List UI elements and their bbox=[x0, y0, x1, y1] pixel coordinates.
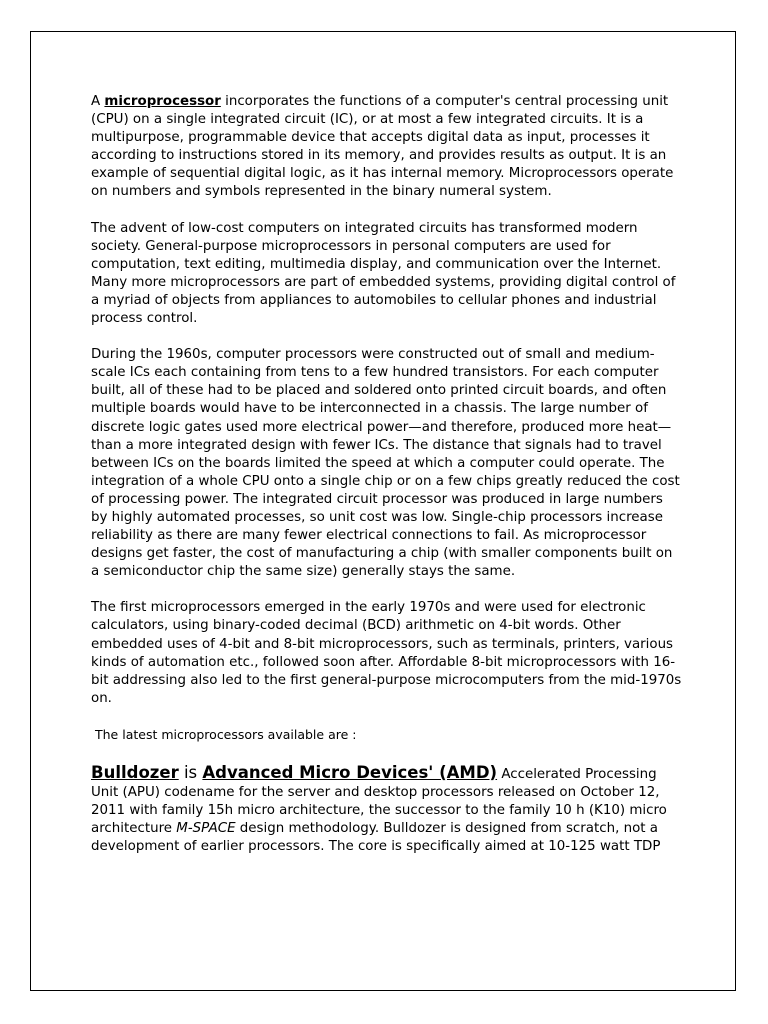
bulldozer-is: is bbox=[178, 762, 203, 782]
paragraph1-lead: A bbox=[91, 94, 105, 109]
paragraph-microprocessor-definition bbox=[91, 93, 683, 202]
bulldozer-link[interactable]: Bulldozer bbox=[91, 762, 179, 782]
paragraph-first-microprocessors: The first microprocessors emerged in the early 1970s and were used for electronic calculators, using binary-coded decimal (BCD) arithmetic on 4-bit words. Other embedded uses of 4-bit and 8-bit microprocessors, such as terminals, printers, various kinds of automation etc., followed soon after. Affordable 8-bit microprocessors with 16-bit addressing also led to the first general-purpose microcomputers from the mid-1970s on. bbox=[91, 600, 682, 706]
m-space-term: M-SPACE bbox=[176, 821, 236, 837]
paragraph-low-cost-computers: The advent of low-cost computers on integrated circuits has transformed modern society. General-purpose microprocessors in personal computers are used for computation, text editing, multimedia display, and communication over the Internet. Many more microprocessors are part of embedded systems, providing digital control of a myriad of objects from appliances to automobiles to cellular phones and industrial process control. bbox=[91, 220, 676, 327]
document-page bbox=[30, 31, 736, 991]
amd-link[interactable]: Advanced Micro Devices' (AMD) bbox=[202, 762, 498, 782]
microprocessor-link[interactable]: microprocessor bbox=[104, 94, 221, 109]
bulldozer-text-before-italic: Accelerated Processing Unit (APU) codename for the server and desktop processors released on October 12, 2011 with family 15h micro architecture, the successor to the family 10 h (K10) micro architecture bbox=[91, 766, 667, 837]
bulldozer-text-after-italic: design methodology. Bulldozer is designed from scratch, not a development of earlier processors. The core is specifically aimed at 10-125 watt TDP bbox=[91, 821, 661, 855]
paragraph-bulldozer bbox=[91, 764, 683, 856]
paragraph-1960s-processors: During the 1960s, computer processors were constructed out of small and medium-scale ICs each containing from tens to a few hundred transistors. For each computer built, all of these had to be placed and soldered onto printed circuit boards, and often multiple boards would have to be interconnected in a chassis. The large number of discrete logic gates used more electrical power—and therefore, produced more heat—than a more integrated design with fewer ICs. The distance that signals had to travel between ICs on the boards limited the speed at which a computer could operate. The integration of a whole CPU onto a single chip or on a few chips greatly reduced the cost of processing power. The integrated circuit processor was produced in large numbers by highly automated processes, so unit cost was low. Single-chip processors increase reliability as there are many fewer electrical connections to fail. As microprocessor designs get faster, the cost of manufacturing a chip (with smaller components built on a semiconductor chip the same size) generally stays the same. bbox=[91, 347, 680, 580]
document-body bbox=[91, 93, 683, 856]
paragraph1-rest: incorporates the functions of a computer's central processing unit (CPU) on a single integrated circuit (IC), or at most a few integrated circuits. It is a multipurpose, programmable device that accepts digital data as input, processes it according to instructions stored in its memory, and provides results as output. It is an example of sequential digital logic, as it has internal memory. Microprocessors operate on numbers and symbols represented in the binary numeral system. bbox=[91, 94, 674, 200]
latest-microprocessors-intro: The latest microprocessors available are : bbox=[95, 726, 357, 742]
